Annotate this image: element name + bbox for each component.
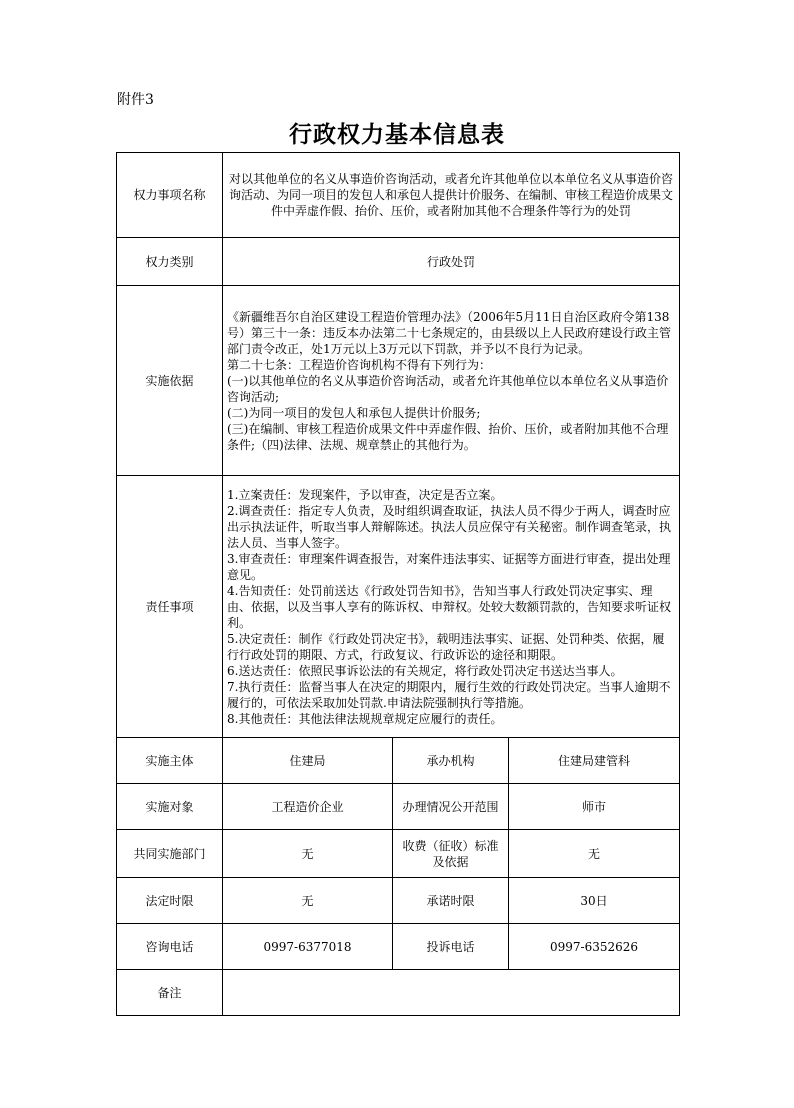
basis-paragraph: (一)以其他单位的名义从事造价咨询活动，或者允许其他单位以本单位名义从事造价咨询活动; bbox=[227, 373, 669, 404]
power-name-value bbox=[223, 153, 680, 238]
target-value: 工程造价企业 bbox=[223, 784, 393, 830]
disclosure-scope-label: 办理情况公开范围 bbox=[393, 784, 509, 830]
complaint-phone-value: 0997-6352626 bbox=[509, 924, 680, 970]
joint-dept-label: 共同实施部门 bbox=[117, 830, 223, 878]
row-joint bbox=[117, 830, 680, 878]
attachment-label: 附件3 bbox=[117, 92, 154, 108]
responsibility-item: 3.审查责任：审理案件调查报告，对案件违法事实、证据等方面进行审查，提出处理意见。 bbox=[227, 551, 671, 582]
basis-paragraph: 《新疆维吾尔自治区建设工程造价管理办法》（2006年5月11日自治区政府令第138号）第三十一条：违反本办法第二十七条规定的，由县级以上人民政府建设行政主管部门责令改正，处1万元以上3万元以下罚款，并予以不良行为记录。 bbox=[227, 309, 672, 356]
power-type-label: 权力类别 bbox=[117, 238, 223, 286]
fee-standard-value: 无 bbox=[509, 830, 680, 878]
responsibility-item: 6.送达责任：依照民事诉讼法的有关规定，将行政处罚决定书送达当事人。 bbox=[227, 663, 623, 678]
row-subject bbox=[117, 738, 680, 784]
row-time-limit bbox=[117, 878, 680, 924]
basis-paragraph: 第二十七条：工程造价咨询机构不得有下列行为： bbox=[227, 357, 492, 372]
responsibility-item: 5.决定责任：制作《行政处罚决定书》，载明违法事实、证据、处罚种类、依据，履行行政处罚的期限、方式，行政复议、行政诉讼的途径和期限。 bbox=[227, 631, 665, 662]
complaint-phone-label: 投诉电话 bbox=[393, 924, 509, 970]
subject-value: 住建局 bbox=[223, 738, 393, 784]
row-phone bbox=[117, 924, 680, 970]
joint-dept-value: 无 bbox=[223, 830, 393, 878]
inquiry-phone-label: 咨询电话 bbox=[117, 924, 223, 970]
responsibility-item: 1.立案责任：发现案件，予以审查，决定是否立案。 bbox=[227, 487, 503, 502]
power-name-label: 权力事项名称 bbox=[117, 153, 223, 238]
power-type-value: 行政处罚 bbox=[223, 238, 680, 286]
row-power-name bbox=[117, 153, 680, 238]
remarks-value bbox=[223, 970, 680, 1016]
target-label: 实施对象 bbox=[117, 784, 223, 830]
responsibility-item: 2.调查责任：指定专人负责，及时组织调查取证，执法人员不得少于两人，调查时应出示执法证件，听取当事人辩解陈述。执法人员应保守有关秘密。制作调查笔录，执法人员、当事人签字。 bbox=[227, 503, 672, 550]
subject-label: 实施主体 bbox=[117, 738, 223, 784]
page-title: 行政权力基本信息表 bbox=[289, 121, 505, 148]
legal-time-limit-value: 无 bbox=[223, 878, 393, 924]
legal-time-limit-label: 法定时限 bbox=[117, 878, 223, 924]
responsibility-item: 7.执行责任：监督当事人在决定的期限内，履行生效的行政处罚决定。当事人逾期不履行的，可依法采取加处罚款.申请法院强制执行等措施。 bbox=[227, 679, 671, 710]
row-basis bbox=[117, 286, 680, 476]
fee-standard-label: 收费（征收）标准及依据 bbox=[393, 830, 509, 878]
row-responsibility bbox=[117, 476, 680, 738]
responsibility-item: 4.告知责任：处罚前送达《行政处罚告知书》，告知当事人行政处罚决定事实、理由、依据，以及当事人享有的陈诉权、申辩权。处较大数额罚款的，告知要求听证权利。 bbox=[227, 583, 672, 630]
basis-value bbox=[223, 286, 680, 476]
power-name-text: 对以其他单位的名义从事造价咨询活动，或者允许其他单位以本单位名义从事造价咨询活动、为同一项目的发包人和承包人提供计价服务、在编制、审核工程造价成果文件中弄虚作假、抬价、压价，或者附加其他不合理条件等行为的处罚 bbox=[229, 172, 674, 218]
basis-label: 实施依据 bbox=[117, 286, 223, 476]
remarks-label: 备注 bbox=[117, 970, 223, 1016]
promised-time-limit-value: 30日 bbox=[509, 878, 680, 924]
responsibility-value bbox=[223, 476, 680, 738]
row-remarks bbox=[117, 970, 680, 1016]
row-power-type bbox=[117, 238, 680, 286]
handling-org-label: 承办机构 bbox=[393, 738, 509, 784]
disclosure-scope-value: 师市 bbox=[509, 784, 680, 830]
promised-time-limit-label: 承诺时限 bbox=[393, 878, 509, 924]
basis-paragraph: (二)为同一项目的发包人和承包人提供计价服务; bbox=[227, 405, 481, 420]
inquiry-phone-value: 0997-6377018 bbox=[223, 924, 393, 970]
basis-paragraph: (三)在编制、审核工程造价成果文件中弄虚作假、抬价、压价，或者附加其他不合理条件;（四)法律、法规、规章禁止的其他行为。 bbox=[227, 421, 669, 452]
handling-org-value: 住建局建管科 bbox=[509, 738, 680, 784]
responsibility-item: 8.其他责任：其他法律法规规章规定应履行的责任。 bbox=[227, 711, 503, 726]
info-table bbox=[116, 152, 680, 1016]
responsibility-label: 责任事项 bbox=[117, 476, 223, 738]
row-target bbox=[117, 784, 680, 830]
